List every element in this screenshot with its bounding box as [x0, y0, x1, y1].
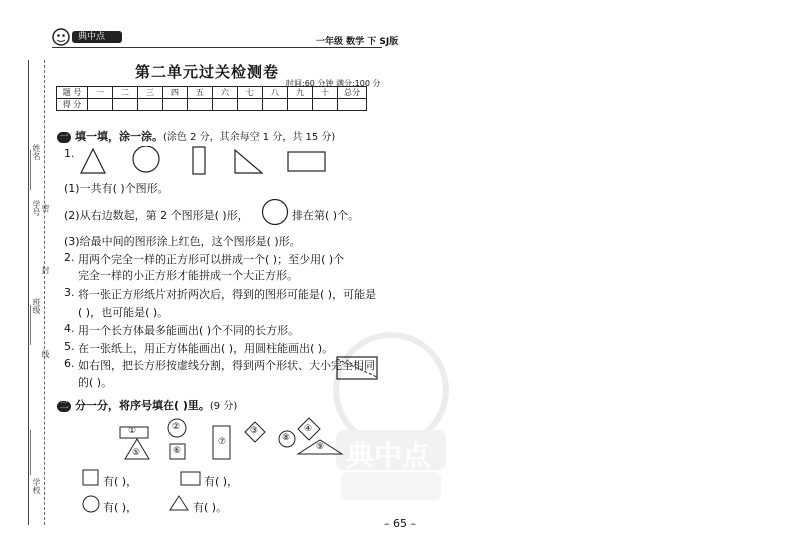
circle-icon — [82, 495, 100, 513]
q5-line: 在一张纸上，用正方体能画出( )，用圆柱能画出( )。 — [78, 342, 334, 355]
watermark-text: 典中点 — [346, 439, 431, 472]
score-table-cell: 题 号 — [57, 87, 88, 99]
score-table-cell: 四 — [163, 87, 188, 99]
answer-circles: 有( )， — [103, 501, 138, 514]
score-table-cell: 三 — [138, 87, 163, 99]
score-entry-cell[interactable] — [313, 99, 338, 111]
shape-label-1: ① — [128, 426, 137, 436]
answer-squares: 有( )， — [103, 475, 138, 488]
score-entry-cell[interactable] — [238, 99, 263, 111]
binding-label-id: 学号 — [32, 200, 41, 216]
class-write-line — [30, 305, 32, 345]
right-triangle-shape — [235, 150, 262, 173]
brand-logo — [52, 28, 126, 44]
section1-badge: 一 — [57, 132, 71, 143]
q1-number: 1. — [64, 147, 75, 160]
score-table-cell: 九 — [288, 87, 313, 99]
q3-line2: ( )，也可能是( )。 — [78, 306, 169, 319]
section2-badge: 二 — [57, 401, 71, 412]
section2-note: (9 分) — [209, 401, 238, 412]
name-write-line — [30, 150, 32, 190]
q1-part3: (3)给最中间的图形涂上红色，这个图形是( )形。 — [64, 235, 301, 248]
rectangle-vertical-shape — [193, 147, 205, 174]
q2-line1: 用两个完全一样的正方形可以拼成一个( )；至少用( )个 — [78, 253, 345, 266]
answer-triangles: 有( )。 — [193, 501, 228, 514]
page-title: 第二单元过关检测卷 — [135, 63, 280, 81]
grade-label: 一年级 数学 下 SJ版 — [316, 37, 399, 47]
section2-heading-row — [57, 397, 237, 413]
shape-label-5: ⑤ — [132, 448, 141, 458]
square-icon — [82, 469, 100, 487]
score-table-cell: 一 — [88, 87, 113, 99]
q1-part1: (1)一共有( )个图形。 — [64, 182, 169, 195]
rectangle-dashed-diagram — [336, 356, 378, 380]
score-entry-cell[interactable] — [138, 99, 163, 111]
section1-heading: 填一填，涂一涂。 — [75, 130, 163, 143]
score-table-cell: 八 — [263, 87, 288, 99]
binding-label-school: 学校 — [32, 478, 41, 494]
score-entry-cell[interactable] — [163, 99, 188, 111]
q6-number: 6. — [64, 357, 75, 370]
binding-label-class: 班级 — [32, 298, 41, 314]
q6-line2: 的( )。 — [78, 376, 113, 389]
score-table-cell: 二 — [113, 87, 138, 99]
shape-label-7: ⑦ — [218, 437, 227, 447]
score-table-cell: 五 — [188, 87, 213, 99]
q3-line1: 将一张正方形纸片对折两次后，得到的图形可能是( )，可能是 — [78, 288, 377, 301]
shape-label-8: ⑧ — [282, 433, 291, 443]
binding-label-seal-2: 封 — [41, 266, 50, 274]
score-entry-cell[interactable] — [213, 99, 238, 111]
score-entry-cell[interactable] — [113, 99, 138, 111]
page-number: – 65 – — [384, 517, 416, 530]
rectangle-icon — [180, 470, 202, 488]
score-entry-cell[interactable] — [88, 99, 113, 111]
triangle-icon — [168, 494, 190, 512]
score-table-cell: 得 分 — [57, 99, 88, 111]
q1-shapes — [78, 146, 328, 176]
binding-dashed-line — [44, 60, 45, 525]
score-table-score-row — [57, 99, 367, 111]
shape-label-4: ④ — [304, 424, 313, 434]
q4-line: 用一个长方体最多能画出( )个不同的长方形。 — [78, 324, 300, 337]
section1-heading-row — [57, 128, 335, 144]
shape-label-3: ③ — [250, 426, 259, 436]
answer-rectangles: 有( )， — [204, 475, 239, 488]
score-table-cell: 六 — [213, 87, 238, 99]
binding-solid-line — [28, 60, 29, 525]
score-table-header-row — [57, 87, 367, 99]
circle-icon — [261, 198, 289, 226]
shape-label-9: ⑨ — [316, 442, 325, 452]
rectangle-horizontal-shape — [288, 152, 325, 171]
binding-label-line: 线 — [41, 350, 50, 358]
q4-number: 4. — [64, 322, 75, 335]
score-table-cell: 总分 — [338, 87, 367, 99]
score-entry-cell[interactable] — [288, 99, 313, 111]
school-write-line — [30, 430, 32, 475]
header-rule — [52, 47, 382, 48]
sorting-shapes — [112, 412, 352, 464]
score-table-cell: 七 — [238, 87, 263, 99]
logo-text: 典中点 — [78, 32, 106, 42]
circle-shape — [133, 146, 159, 172]
binding-label-seal-1: 密 — [41, 204, 50, 212]
score-entry-cell[interactable] — [263, 99, 288, 111]
score-entry-cell[interactable] — [338, 99, 367, 111]
q5-number: 5. — [64, 340, 75, 353]
score-entry-cell[interactable] — [188, 99, 213, 111]
section2-heading: 分一分，将序号填在( )里。 — [75, 399, 210, 412]
q3-number: 3. — [64, 286, 75, 299]
q6-line1: 如右图，把长方形按虚线分割，得到两个形状、大小完全相同 — [78, 359, 375, 372]
q2-number: 2. — [64, 251, 75, 264]
triangle-shape — [81, 149, 105, 173]
section1-note: (涂色 2 分，其余每空 1 分，共 15 分) — [163, 132, 336, 143]
q1-part2b: 排在第( )个。 — [292, 209, 360, 222]
score-table — [56, 86, 367, 111]
q1-part2a: (2)从右边数起，第 2 个图形是( )形， — [64, 209, 249, 222]
shape-label-2: ② — [172, 422, 181, 432]
binding-label-name: 姓名 — [32, 144, 41, 160]
score-table-cell: 十 — [313, 87, 338, 99]
time-score: 时间:60 分钟 满分:100 分 — [286, 79, 381, 88]
shape-label-6: ⑥ — [173, 446, 182, 456]
q2-line2: 完全一样的小正方形才能拼成一个大正方形。 — [78, 269, 298, 282]
